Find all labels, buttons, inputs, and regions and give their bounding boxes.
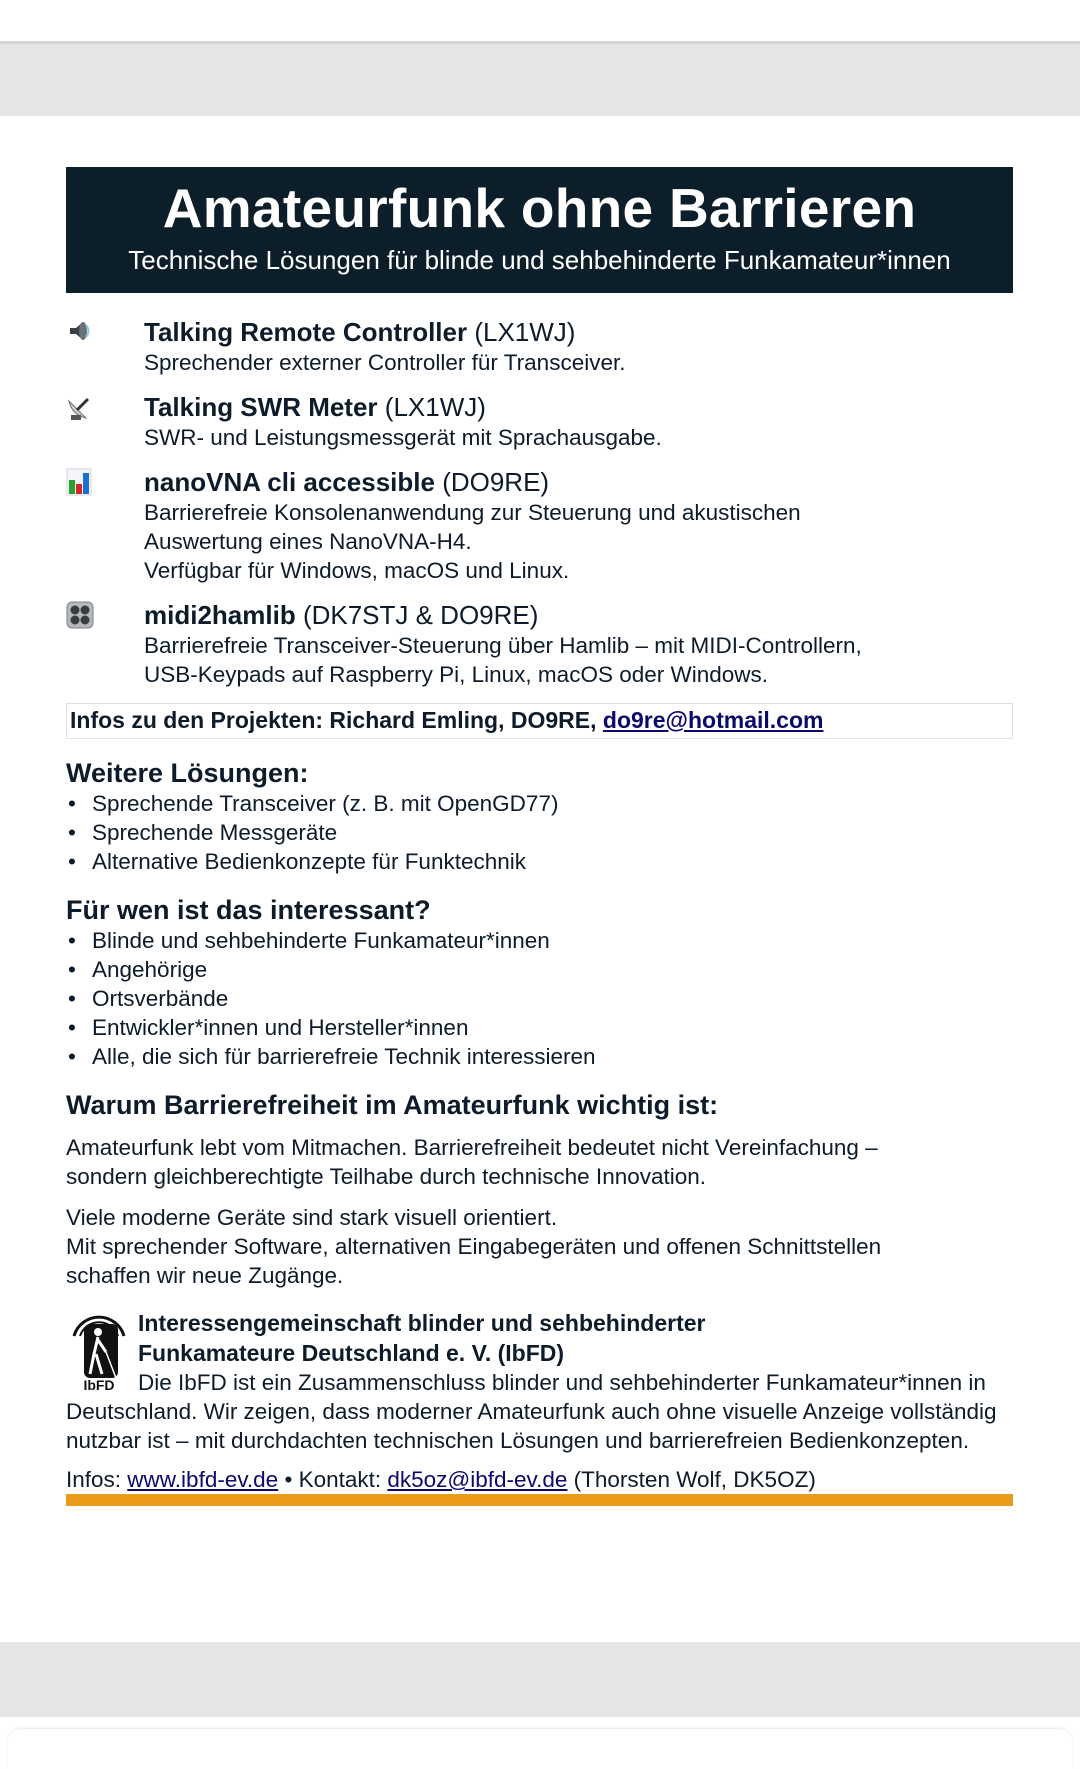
line: Viele moderne Geräte sind stark visuell orientiert. — [66, 1205, 558, 1230]
flyer — [66, 167, 1013, 1506]
ibfd-section — [66, 1300, 1013, 1455]
contact-line — [66, 1465, 1013, 1494]
accent-bar — [66, 1494, 1013, 1506]
audience-section — [66, 894, 1013, 1071]
project-name: Talking Remote Controller — [144, 317, 468, 347]
list-item: • Angehörige — [66, 955, 1013, 984]
project-name: nanoVNA cli accessible — [144, 467, 435, 497]
speaker-icon — [66, 318, 94, 346]
satellite-dish-icon — [66, 393, 94, 421]
list-item: • Sprechende Transceiver (z. B. mit OpenGD77) — [66, 789, 1013, 818]
why-section — [66, 1089, 1013, 1290]
infos-label: Infos: — [66, 1467, 128, 1492]
list-item: • Alle, die sich für barrierefreie Technik interessieren — [66, 1042, 1013, 1071]
list-item: • Sprechende Messgeräte — [66, 818, 1013, 847]
project-desc: USB-Keypads auf Raspberry Pi, Linux, macOS oder Windows. — [144, 662, 769, 687]
project-author: (DO9RE) — [442, 467, 550, 497]
project-desc: Barrierefreie Konsolenanwendung zur Steuerung und akustischen — [144, 500, 801, 525]
bar-chart-icon — [66, 468, 94, 496]
list-item: • Ortsverbände — [66, 984, 1013, 1013]
project-item — [66, 316, 1013, 377]
org-line: Interessengemeinschaft blinder und sehbehinderter — [138, 1310, 706, 1336]
project-item — [66, 391, 1013, 452]
knobs-panel-icon — [66, 601, 94, 629]
info-text: Infos zu den Projekten: Richard Emling, DO9RE, — [70, 707, 603, 733]
project-desc: Sprechender externer Controller für Transceiver. — [144, 350, 626, 375]
email-link[interactable]: do9re@hotmail.com — [602, 707, 824, 733]
contact-email-link[interactable]: dk5oz@ibfd-ev.de — [387, 1467, 568, 1492]
project-author: (DK7STJ & DO9RE) — [302, 600, 539, 630]
project-author: (LX1WJ) — [384, 392, 486, 422]
project-desc: Auswertung eines NanoVNA-H4. — [144, 529, 472, 554]
project-item — [66, 599, 1013, 689]
page-title: Amateurfunk ohne Barrieren — [162, 177, 917, 239]
list-item: • Entwickler*innen und Hersteller*innen — [66, 1013, 1013, 1042]
list-item: • Alternative Bedienkonzepte für Funktechnik — [66, 847, 1013, 876]
ibfd-description: Die IbFD ist ein Zusammenschluss blinder und sehbehinderter Funkamateur*innen in Deutschland. Wir zeigen, dass moderner Amateurfunk auch ohne visuelle Anzeige vollständig nutzbar ist – mit durchdachten technischen Lösungen und barrierefreien Bedienkonzepten. — [66, 1370, 997, 1453]
section-heading: Für wen ist das interessant? — [66, 895, 431, 925]
line: schaffen wir neue Zugänge. — [66, 1263, 344, 1288]
header-banner — [66, 167, 1013, 293]
org-name — [66, 1300, 1013, 1368]
section-heading: Warum Barrierefreiheit im Amateurfunk wichtig ist: — [66, 1090, 719, 1120]
project-list — [66, 316, 1013, 689]
paragraph — [66, 1203, 1013, 1290]
contact-name: (Thorsten Wolf, DK5OZ) — [567, 1467, 816, 1492]
project-desc: Barrierefreie Transceiver-Steuerung über Hamlib – mit MIDI-Controllern, — [144, 633, 862, 658]
list-item: • Blinde und sehbehinderte Funkamateur*innen — [66, 926, 1013, 955]
ibfd-logo-icon — [66, 1296, 132, 1396]
further-solutions-section — [66, 757, 1013, 876]
browser-top-bar — [0, 0, 1080, 44]
page-subtitle: Technische Lösungen für blinde und sehbehinderte Funkamateur*innen — [128, 245, 951, 275]
bottom-sheet-edge — [8, 1728, 1072, 1769]
section-heading: Weitere Lösungen: — [66, 758, 309, 788]
project-name: Talking SWR Meter — [144, 392, 378, 422]
line: Mit sprechender Software, alternativen Eingabegeräten und offenen Schnittstellen — [66, 1234, 882, 1259]
project-desc: SWR- und Leistungsmessgerät mit Sprachausgabe. — [144, 425, 662, 450]
bottom-gray-band — [0, 1642, 1080, 1717]
project-name: midi2hamlib — [144, 600, 296, 630]
logo-text: IbFD — [83, 1377, 115, 1393]
website-link[interactable]: www.ibfd-ev.de — [127, 1467, 279, 1492]
line: sondern gleichberechtigte Teilhabe durch technische Innovation. — [66, 1164, 707, 1189]
project-author: (LX1WJ) — [474, 317, 576, 347]
line: Amateurfunk lebt vom Mitmachen. Barrierefreiheit bedeutet nicht Vereinfachung – — [66, 1135, 878, 1160]
top-gray-band — [0, 44, 1080, 116]
project-item — [66, 466, 1013, 585]
paragraph — [66, 1133, 1013, 1191]
org-line: Funkamateure Deutschland e. V. (IbFD) — [138, 1340, 565, 1366]
project-info-box — [66, 703, 1013, 739]
contact-label: • Kontakt: — [278, 1467, 388, 1492]
project-desc: Verfügbar für Windows, macOS und Linux. — [144, 558, 570, 583]
